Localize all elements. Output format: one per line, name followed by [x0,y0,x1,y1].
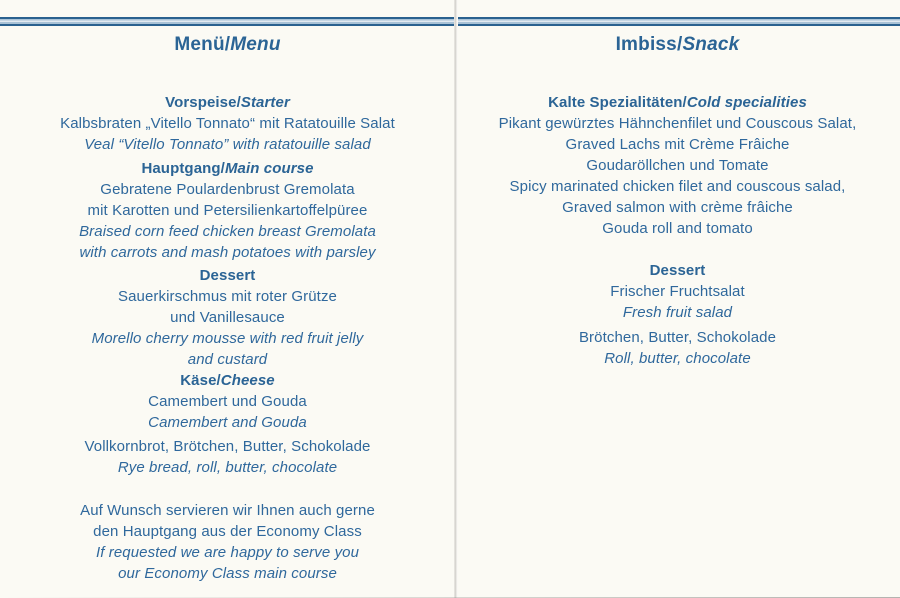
section-heading-de: Käse/ [180,372,221,389]
section-heading-en: Starter [240,94,290,111]
menu-line-en: Morello cherry mousse with red fruit jelly [91,330,364,347]
page-title-de: Menü/ [174,34,231,55]
menu-line-en: with carrots and mash potatoes with parsley [79,244,376,261]
bread-block [455,327,900,369]
section-cold-specialities [455,92,900,239]
page-title-menu [0,33,455,57]
section-heading [455,92,900,113]
section-heading-de: Kalte Spezialitäten/ [548,94,687,111]
menu-line-de: Vollkornbrot, Brötchen, Butter, Schokolade [84,438,371,455]
menu-line-en: Braised corn feed chicken breast Gremolata [79,223,376,240]
section-heading-de: Hauptgang/ [141,160,225,177]
section-cheese [0,370,455,433]
page-title-de: Imbiss/ [615,34,683,55]
note-line-en: our Economy Class main course [118,565,337,582]
section-heading [0,265,455,286]
section-heading-en: Main course [224,160,314,177]
section-main-course [0,158,455,263]
menu-line-de: Kalbsbraten „Vitello Tonnato“ mit Ratatouille Salat [60,115,395,132]
menu-line-de: und Vanillesauce [170,309,285,326]
note-line-de: den Hauptgang aus der Economy Class [93,523,362,540]
menu-line-en: Veal “Vitello Tonnato” with ratatouille salad [84,136,371,153]
menu-line-de: Camembert und Gouda [148,393,307,410]
section-dessert [455,260,900,323]
menu-line-de: Pikant gewürztes Hähnchenfilet und Couscous Salat, [498,115,857,132]
page-title-en: Menu [230,34,281,55]
menu-line-de: Sauerkirschmus mit roter Grütze [118,288,337,305]
section-heading [0,158,455,179]
menu-line-en: Gouda roll and tomato [602,220,753,237]
section-heading-de: Dessert [649,262,706,279]
section-heading-de: Vorspeise/ [165,94,241,111]
menu-line-de: Gebratene Poulardenbrust Gremolata [100,181,355,198]
right-snack-page [455,0,900,598]
menu-line-de: Graved Lachs mit Crème Frâiche [565,136,790,153]
menu-line-en: Fresh fruit salad [622,304,733,321]
menu-line-de: Brötchen, Butter, Schokolade [578,329,777,346]
bread-block [0,436,455,478]
page-title-en: Snack [682,34,740,55]
fold-divider [454,0,458,598]
section-heading [455,260,900,281]
menu-line-en: Rye bread, roll, butter, chocolate [117,459,338,476]
section-starter [0,92,455,155]
menu-line-en: Roll, butter, chocolate [604,350,751,367]
section-dessert [0,265,455,370]
section-heading [0,370,455,391]
economy-class-note [0,500,455,584]
note-line-en: If requested we are happy to serve you [95,544,360,561]
note-line-de: Auf Wunsch servieren wir Ihnen auch gerne [80,502,375,519]
menu-line-en: Camembert and Gouda [148,414,307,431]
section-heading-de: Dessert [199,267,256,284]
menu-line-de: Frischer Fruchtsalat [610,283,745,300]
menu-line-en: Graved salmon with crème frâiche [562,199,793,216]
page-title-snack [455,33,900,57]
menu-line-en: Spicy marinated chicken filet and couscous salad, [509,178,846,195]
menu-line-en: and custard [187,351,268,368]
section-heading [0,92,455,113]
section-heading-en: Cold specialities [686,94,807,111]
menu-line-de: Goudaröllchen und Tomate [586,157,769,174]
section-heading-en: Cheese [220,372,275,389]
menu-line-de: mit Karotten und Petersilienkartoffelpüree [87,202,368,219]
